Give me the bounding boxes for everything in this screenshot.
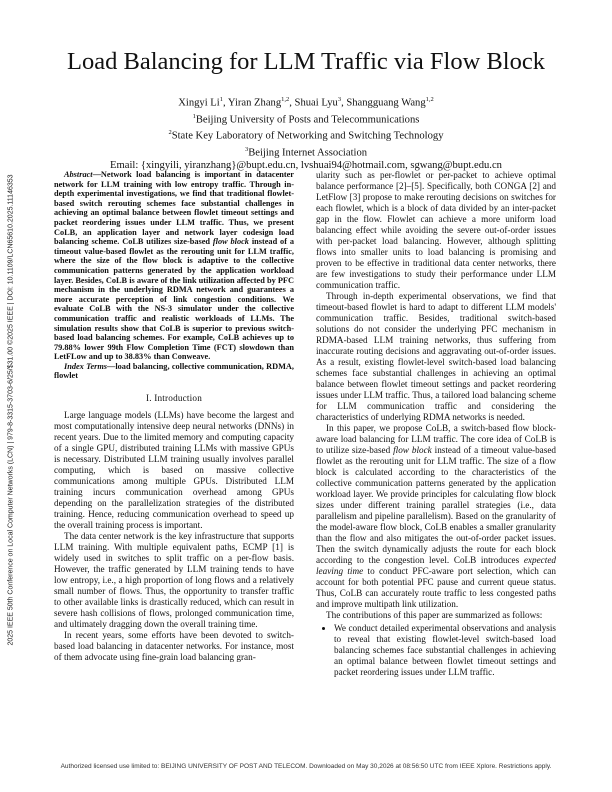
author-affiliation-mark: 3: [337, 96, 342, 103]
affiliation: [0, 110, 612, 127]
author-name: Shangguang Wang: [346, 97, 426, 109]
body-emphasis: expected leaving time: [316, 555, 556, 576]
body-text: In this paper, we propose CoLB, a switch-based flow block-aware load balancing for LLM traffic. The core idea of CoLB is to utilize size-based: [316, 423, 556, 455]
abstract-text: instead of a timeout value-based flowlet as the rerouting unit for LLM traffic, where the size of the flow block is adaptive to the collective communication patterns generated by the application workload layer. Besides, CoLB is aware of the link utilization affected by PFC mechanism in the underlying RDMA network and guarantees a more accurate perception of link congestion conditions. We evaluate CoLB with the NS-3 simulator under the collective communication traffic and realistic workloads of LLMs. The simulation results show that CoLB is superior to previous switch-based load balancing schemes. For example, CoLB achieves up to 79.88% lower 99th Flow Completion Time (FCT) slowdown than LetFLow and up to 38.83% than Conweave.: [54, 237, 294, 362]
author-affiliation-mark: 1,2: [425, 96, 434, 103]
abstract-emphasis: flow block: [212, 237, 249, 247]
body-text: instead of a timeout value-based flowlet as the rerouting unit for LLM traffic. The size of a flow block is calculated according to the characteristics of the collective communication patterns generated by the application workload layer. We provide principles for calculating flow block sizes under different training parallel strategies (i.e., data parallelism and pipeline parallelism). Based on the granularity of the model-aware flow block, CoLB enables a smaller granularity than the flow and also mitigates the out-of-order packet issues. Then the switch dynamically adjusts the route for each block according to the congestion level. CoLB introduces: [316, 445, 556, 565]
abstract-label: Abstract: [64, 170, 93, 179]
affiliation-name: Beijing University of Posts and Telecommunications: [195, 114, 420, 126]
section-heading: I. Introduction: [145, 393, 203, 404]
paper-title: Load Balancing for LLM Traffic via Flow Block: [67, 48, 545, 75]
author-email: Email: {xingyili, yiranzhang}@bupt.edu.cn, lvshuai94@hotmail.com, sgwang@bupt.edu.cn: [110, 160, 502, 172]
body-paragraph: In recent years, some efforts have been devoted to switch-based load balancing in datacenter networks. For instance, most of them advocate using fine-grain load balancing gran-: [54, 630, 294, 663]
index-terms: [54, 362, 294, 381]
author-name: Xingyi Li: [178, 97, 220, 109]
left-column: [54, 170, 294, 663]
index-terms-label: Index Terms: [64, 361, 108, 371]
affiliation-mark: 2: [168, 129, 172, 137]
index-terms-text: load balancing, collective communication, RDMA, flowlet: [54, 361, 294, 381]
abstract-text: Network load balancing is important in datacenter network for LLM training with low entropy traffic. Through in-depth experimental investigations, we find that traditional flowlet-based switch rerouting schemes face substantial challenges in achieving an optimal balance between flowlet timeout settings and packet reordering issues under LLM traffic. Thus, we present CoLB, an application layer and network layer codesign load balancing scheme. CoLB utilizes size-based: [54, 170, 294, 247]
affiliation: [0, 143, 612, 160]
author-name: Yiran Zhang: [227, 97, 282, 109]
body-paragraph: Large language models (LLMs) have become the largest and most computationally intensive deep neural networks (DNNs) in recent years. Due to the limited memory and computing capacity of a single GPU, distributed training LLMs with massive GPUs is necessary. Distributed LLM training usually involves parallel computing, which is based on massive collective communications among multiple GPUs. Distributed LLM training incurs communication overhead among GPUs depending on the parallelization strategies of the distributed training. Hence, reducing communication overhead to speed up the overall training process is important.: [54, 410, 294, 531]
contributions-list: [316, 623, 556, 678]
body-paragraph: ularity such as per-flowlet or per-packet to achieve optimal balance performance [2]–[5]. Specifically, both CONGA [2] and LetFlow [3] propose to make rerouting decisions on switches for each flowlet, which is a block of data divided by an inter-packet gap in the flow. Flowlet can achieve a more uniform load balancing effect while avoiding the severe out-of-order issues with per-packet load balancing. However, although splitting flows into smaller units to load balancing is promising and proven to be effective in traditional data center networks, there are few investigations to study their performance under LLM communication traffic.: [316, 170, 556, 290]
abstract: [54, 170, 294, 362]
list-item: • We conduct detailed experimental observations and analysis to reveal that existing flowlet-level switch-based load balancing schemes face substantial challenges in achieving an optimal balance between flowlet timeout settings and packet reordering issues under LLM traffic.: [334, 623, 556, 678]
body-emphasis: flow block: [393, 445, 432, 455]
author-affiliation-mark: 1: [219, 96, 223, 103]
license-footer: Authorized licensed use limited to: BEIJING UNIVERSITY OF POST AND TELECOM. Downloaded on May 30,2026 at 08:56:50 UTC from IEEE Xplore. Restrictions apply.: [60, 763, 552, 770]
right-column: [316, 170, 556, 678]
copyright-sidebar: [6, 145, 16, 675]
affiliation: [0, 126, 612, 143]
author-list: Xingyi Li$^1$, Yiran Zhang$^{1,2}$, Shuai Lyu$^3$, Shangguang Wang$^{1,2}$: [178, 96, 434, 109]
body-paragraph: The contributions of this paper are summarized as follows:: [326, 610, 543, 620]
copyright-sidebar-text: 2025 IEEE 50th Conference on Local Computer Networks (LCN) | 979-8-3315-3703-6/25/$31.00 ©2025 IEEE | DOI: 10.1109/LCN65610.2025.11146353: [7, 174, 15, 646]
body-paragraph: [316, 423, 556, 610]
index-terms-dash: —: [107, 361, 116, 371]
affiliation-name: Beijing Internet Association: [248, 147, 368, 159]
body-text: to conduct PFC-aware port selection, which can account for both potential PFC pause and current queue status. Thus, CoLB can accurately route traffic to less congested paths and improve multipath link utilization.: [316, 566, 556, 609]
body-paragraph: The data center network is the key infrastructure that supports LLM training. With multiple equivalent paths, ECMP [1] is widely used in switches to split traffic on a per-flow basis. However, the traffic generated by LLM training tends to have low entropy, i.e., a high proportion of long flows and a relatively small number of flows. Thus, the opportunity to transfer traffic to other available links is drastically reduced, which can result in severe hash collisions of flows, prolonged communication time, and ultimately dragging down the overall training time.: [54, 531, 294, 630]
affiliation-mark: 3: [244, 145, 249, 153]
author-block: [0, 93, 612, 172]
affiliation-name: State Key Laboratory of Networking and Switching Technology: [171, 130, 444, 142]
author-name: Shuai Lyu: [294, 97, 338, 109]
body-paragraph: Through in-depth experimental observations, we find that timeout-based flowlet is hard to adapt to different LLM models' communication traffic. Besides, traditional switch-based solutions do not consider the underlying PFC mechanism in RDMA-based LLM training networks, thus suffering from inaccurate routing decisions and aggravating out-of-order issues. As a result, existing flowlet-level switch-based load balancing schemes face substantial challenges in achieving an optimal balance between flowlet timeout settings and packet reordering issues under LLM traffic. Thus, a tailored load balancing scheme for LLM communication traffic and considering the characteristics of underlying RDMA networks is needed.: [316, 291, 556, 422]
abstract-dash: —: [92, 170, 101, 179]
affiliation-mark: 1: [192, 112, 196, 120]
author-affiliation-mark: 1,2: [281, 96, 290, 103]
